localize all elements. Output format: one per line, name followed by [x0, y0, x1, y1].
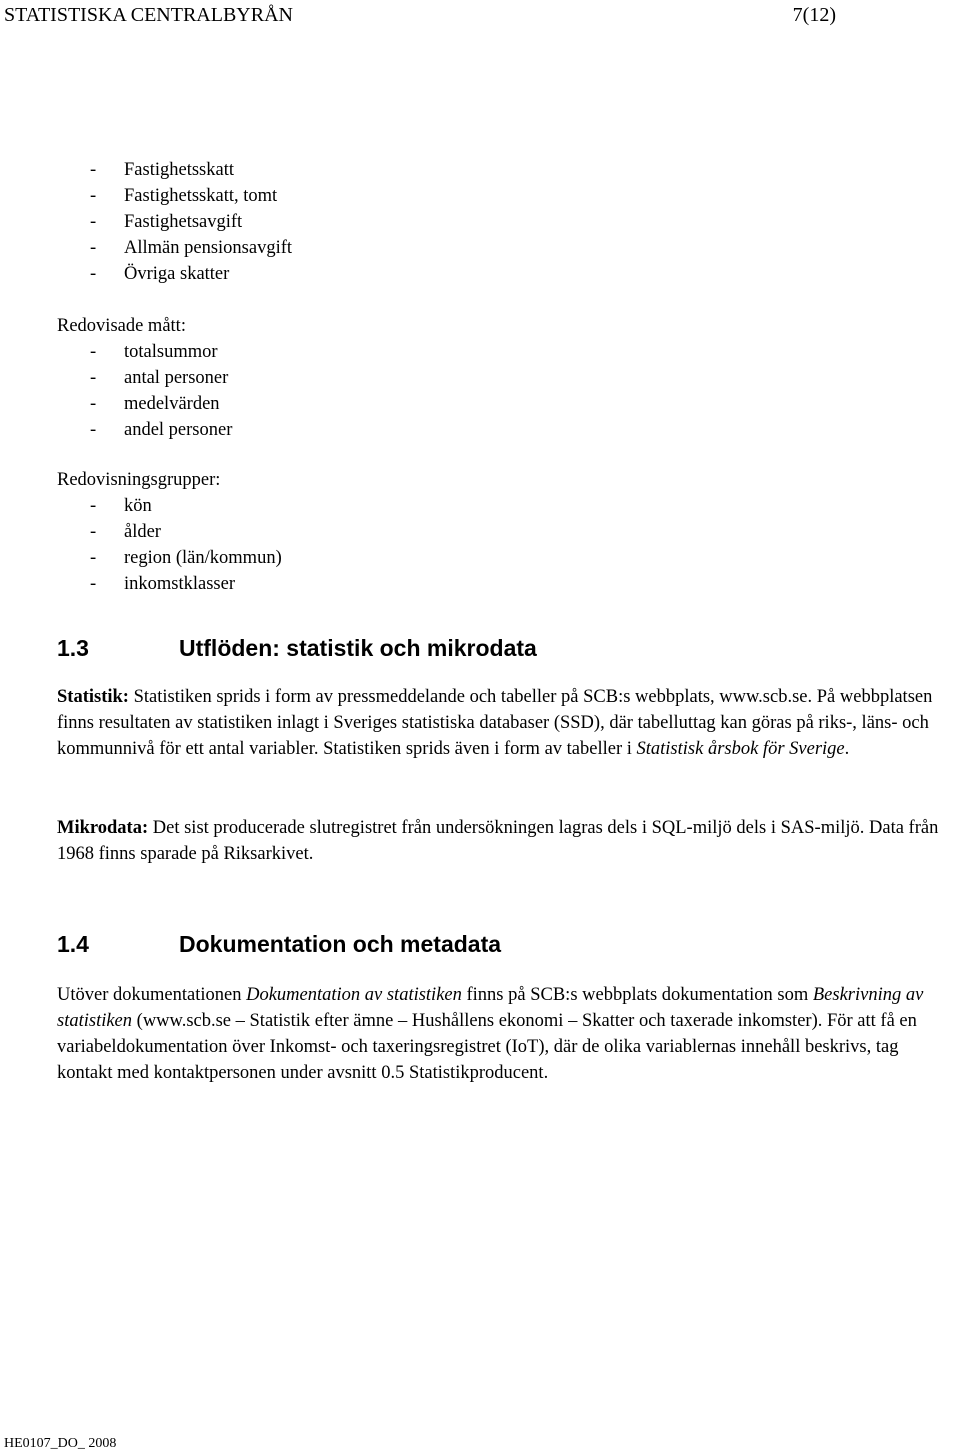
- groups-block: [57, 467, 282, 597]
- statistik-paragraph: Statistik: Statistiken sprids i form av pressmeddelande och tabeller på SCB:s webbplats, www.scb.se. På webbplatsen finns resultaten av statistiken inlagt i Sveriges statistiska databaser (SSD), där tabelluttag kan göras på riks-, läns- och kommunnivå för ett antal variabler. Statistiken sprids även i form av tabeller i Statistisk årsbok för Sverige.: [57, 687, 933, 759]
- list-item: - antal personer: [90, 368, 229, 388]
- list-item: - andel personer: [90, 420, 233, 440]
- list-item: - kön: [90, 496, 152, 516]
- footer-code: HE0107_DO_ 2008: [4, 1436, 117, 1451]
- groups-label: Redovisningsgrupper:: [57, 470, 221, 490]
- tax-list: [57, 157, 292, 287]
- list-item: - medelvärden: [90, 394, 220, 414]
- list-item: - totalsummor: [90, 342, 218, 362]
- statistik-label: Statistik:: [57, 687, 129, 707]
- tax-list-block: [57, 157, 292, 287]
- section-title: Dokumentation och metadata: [179, 931, 502, 957]
- list-item: - Övriga skatter: [90, 264, 230, 284]
- documentation-paragraph: Utöver dokumentationen Dokumentation av statistiken finns på SCB:s webbplats dokumentation som Beskrivning av statistiken (www.scb.se – Statistik efter ämne – Hushållens ekonomi – Skatter och taxerade inkomster). För att få en variabeldokumentation över Inkomst- och taxeringsregistret (IoT), där de olika variablernas innehåll beskrivs, tag kontakt med kontaktpersonen under avsnitt 0.5 Statistikproducent.: [57, 985, 924, 1083]
- organization-name: STATISTISKA CENTRALBYRÅN: [4, 4, 293, 26]
- section-heading-1-3: [57, 634, 537, 662]
- page-number: 7(12): [792, 4, 836, 26]
- list-item: - Fastighetsskatt, tomt: [90, 186, 278, 206]
- measures-list: [57, 339, 232, 443]
- list-item: - Allmän pensionsavgift: [90, 238, 293, 258]
- page-header: [4, 4, 836, 30]
- section-title: Utflöden: statistik och mikrodata: [179, 635, 537, 661]
- section-heading-1-4: [57, 930, 501, 958]
- list-item: - Fastighetsskatt: [90, 160, 234, 180]
- groups-list: [57, 493, 282, 597]
- mikrodata-paragraph: Mikrodata: Det sist producerade slutregistret från undersökningen lagras dels i SQL-miljö dels i SAS-miljö. Data från 1968 finns sparade på Riksarkivet.: [57, 818, 939, 864]
- list-item: - region (län/kommun): [90, 548, 282, 568]
- section-number: 1.3: [57, 635, 89, 661]
- list-item: - ålder: [90, 522, 161, 542]
- beskrivning-title: Beskrivning av statistiken: [57, 985, 924, 1031]
- list-item: - inkomstklasser: [90, 574, 235, 594]
- section-number: 1.4: [57, 931, 89, 957]
- list-item: - Fastighetsavgift: [90, 212, 243, 232]
- measures-label: Redovisade mått:: [57, 316, 186, 336]
- dokumentation-title: Dokumentation av statistiken: [246, 985, 462, 1005]
- measures-block: [57, 313, 232, 443]
- mikrodata-label: Mikrodata:: [57, 818, 149, 838]
- statistisk-arsbok-title: Statistisk årsbok för Sverige: [636, 739, 845, 759]
